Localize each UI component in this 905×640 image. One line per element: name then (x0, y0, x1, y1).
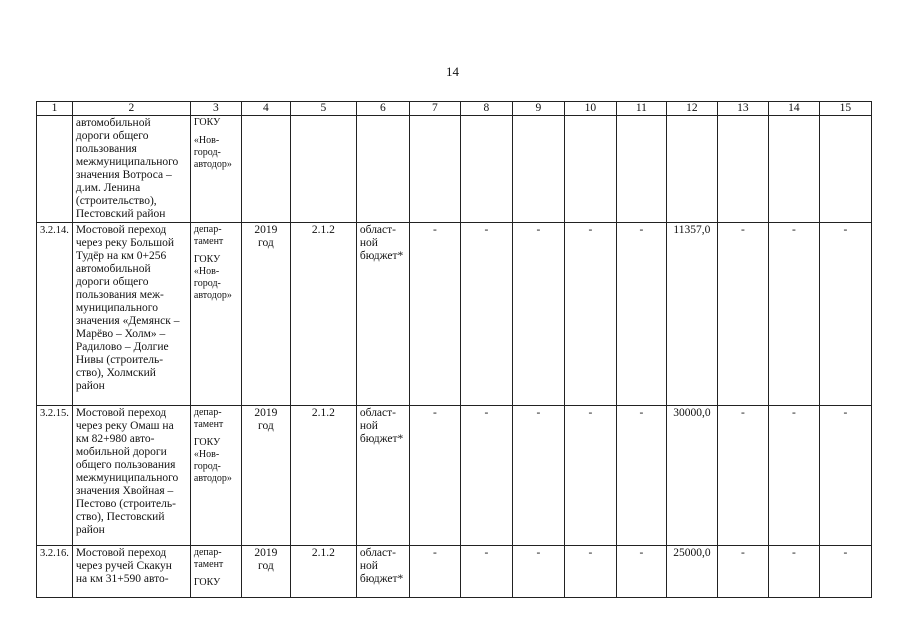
text-line: Радилово – Долгие (75, 341, 169, 353)
text-line: через реку Омаш на (75, 420, 174, 432)
amount-c11: - (616, 546, 666, 598)
deadline-year (241, 116, 290, 223)
object-name (72, 116, 190, 223)
text-line: депар- (193, 224, 222, 235)
amount-c10: - (564, 406, 616, 546)
text-line: ГОКУ (193, 254, 221, 265)
text-line: област- (359, 407, 396, 419)
text-line: ГОКУ (193, 117, 221, 128)
column-header-11: 11 (616, 102, 666, 116)
amount-c15: - (819, 223, 871, 406)
funding-source (356, 546, 409, 598)
amount-c12 (666, 116, 717, 223)
text-line: 2019 (254, 407, 278, 419)
text-line: бюджет* (359, 573, 404, 585)
column-header-7: 7 (409, 102, 460, 116)
amount-c9 (512, 116, 564, 223)
amount-c14: - (768, 546, 819, 598)
text-line: на км 31+590 авто- (75, 573, 169, 585)
text-line: Мостовой переход (75, 547, 167, 559)
column-header-6: 6 (356, 102, 409, 116)
program-table (36, 101, 872, 598)
text-line: Пестово (строитель- (75, 498, 176, 510)
text-line: пользования меж- (75, 289, 164, 301)
header-row (37, 102, 872, 116)
text-line: (строительство), (75, 195, 157, 207)
text-line: город- (193, 147, 221, 158)
text-line: тамент (193, 559, 224, 570)
target-code: 2.1.2 (290, 546, 356, 598)
text-line: год (258, 420, 274, 432)
amount-c8: - (460, 406, 512, 546)
text-line: Мостовой переход (75, 224, 167, 236)
amount-c15: - (819, 546, 871, 598)
text-line: город- (193, 278, 221, 289)
text-line: тамент (193, 236, 224, 247)
text-line: город- (193, 461, 221, 472)
text-line: Нивы (строитель- (75, 354, 164, 366)
text-line: ной (359, 560, 378, 572)
text-line: «Нов- (193, 266, 220, 277)
amount-c12: 11357,0 (666, 223, 717, 406)
text-line: «Нов- (193, 449, 220, 460)
amount-c15 (819, 116, 871, 223)
amount-c12: 30000,0 (666, 406, 717, 546)
deadline-year (241, 406, 290, 546)
amount-c12: 25000,0 (666, 546, 717, 598)
amount-c9: - (512, 546, 564, 598)
column-header-8: 8 (460, 102, 512, 116)
object-name (72, 406, 190, 546)
text-line: депар- (193, 547, 222, 558)
column-header-15: 15 (819, 102, 871, 116)
text-line: ной (359, 420, 378, 432)
target-code: 2.1.2 (290, 223, 356, 406)
table-body (37, 116, 872, 598)
column-header-14: 14 (768, 102, 819, 116)
text-line: автодор» (193, 473, 232, 484)
text-line: межмуниципального (75, 156, 179, 168)
text-line: дороги общего (75, 276, 149, 288)
item-number: 3.2.16. (37, 546, 73, 598)
amount-c7 (409, 116, 460, 223)
column-header-12: 12 (666, 102, 717, 116)
responsible-agency (190, 223, 241, 406)
text-line: район (75, 380, 105, 392)
amount-c7: - (409, 546, 460, 598)
amount-c13: - (717, 546, 768, 598)
text-line: Мостовой переход (75, 407, 167, 419)
text-line: автомобильной (75, 117, 151, 129)
text-line: значения Вотроса – (75, 169, 172, 181)
amount-c10 (564, 116, 616, 223)
text-line: дороги общего (75, 130, 149, 142)
column-header-5: 5 (290, 102, 356, 116)
table-row (37, 406, 872, 546)
text-line: Пестовский район (75, 208, 166, 220)
text-line: Тудёр на км 0+256 (75, 250, 167, 262)
amount-c15: - (819, 406, 871, 546)
amount-c9: - (512, 223, 564, 406)
text-line: автодор» (193, 159, 232, 170)
amount-c7: - (409, 406, 460, 546)
amount-c8: - (460, 546, 512, 598)
text-line: ство), Холмский (75, 367, 156, 379)
table-row (37, 546, 872, 598)
amount-c14: - (768, 406, 819, 546)
amount-c14 (768, 116, 819, 223)
amount-c10: - (564, 546, 616, 598)
object-name (72, 546, 190, 598)
object-name (72, 223, 190, 406)
responsible-agency (190, 546, 241, 598)
text-line: 2019 (254, 224, 278, 236)
amount-c11: - (616, 223, 666, 406)
amount-c10: - (564, 223, 616, 406)
text-line: депар- (193, 407, 222, 418)
text-line: мобильной дороги (75, 446, 167, 458)
text-line: год (258, 237, 274, 249)
amount-c9: - (512, 406, 564, 546)
text-line: через реку Большой (75, 237, 175, 249)
column-header-2: 2 (72, 102, 190, 116)
deadline-year (241, 546, 290, 598)
text-line: значения «Демянск – (75, 315, 180, 327)
amount-c11: - (616, 406, 666, 546)
amount-c8: - (460, 223, 512, 406)
text-line: общего пользования (75, 459, 176, 471)
text-line: пользования (75, 143, 137, 155)
text-line: Марёво – Холм» – (75, 328, 166, 340)
item-number (37, 116, 73, 223)
table-row (37, 116, 872, 223)
amount-c7: - (409, 223, 460, 406)
text-line: ГОКУ (193, 577, 221, 588)
page-number: 14 (446, 64, 459, 79)
column-header-4: 4 (241, 102, 290, 116)
text-line: межмуниципального (75, 472, 179, 484)
responsible-agency (190, 406, 241, 546)
column-header-9: 9 (512, 102, 564, 116)
text-line: через ручей Скакун (75, 560, 172, 572)
text-line: бюджет* (359, 433, 404, 445)
amount-c13: - (717, 223, 768, 406)
amount-c14: - (768, 223, 819, 406)
text-line: ство), Пестовский (75, 511, 165, 523)
text-line: бюджет* (359, 250, 404, 262)
target-code (290, 116, 356, 223)
amount-c8 (460, 116, 512, 223)
funding-source (356, 406, 409, 546)
amount-c13: - (717, 406, 768, 546)
text-line: автомобильной (75, 263, 151, 275)
funding-source (356, 223, 409, 406)
text-line: муниципального (75, 302, 158, 314)
column-header-1: 1 (37, 102, 73, 116)
text-line: год (258, 560, 274, 572)
target-code: 2.1.2 (290, 406, 356, 546)
text-line: ГОКУ (193, 437, 221, 448)
column-header-10: 10 (564, 102, 616, 116)
text-line: ной (359, 237, 378, 249)
text-line: д.им. Ленина (75, 182, 141, 194)
amount-c13 (717, 116, 768, 223)
amount-c11 (616, 116, 666, 223)
text-line: район (75, 524, 105, 536)
deadline-year (241, 223, 290, 406)
item-number: 3.2.14. (37, 223, 73, 406)
funding-source (356, 116, 409, 223)
text-line: област- (359, 547, 396, 559)
text-line: км 82+980 авто- (75, 433, 155, 445)
text-line: автодор» (193, 290, 232, 301)
text-line: значения Хвойная – (75, 485, 174, 497)
table-row (37, 223, 872, 406)
item-number: 3.2.15. (37, 406, 73, 546)
text-line: «Нов- (193, 135, 220, 146)
responsible-agency (190, 116, 241, 223)
text-line: област- (359, 224, 396, 236)
text-line: 2019 (254, 547, 278, 559)
text-line: тамент (193, 419, 224, 430)
column-header-13: 13 (717, 102, 768, 116)
column-header-3: 3 (190, 102, 241, 116)
